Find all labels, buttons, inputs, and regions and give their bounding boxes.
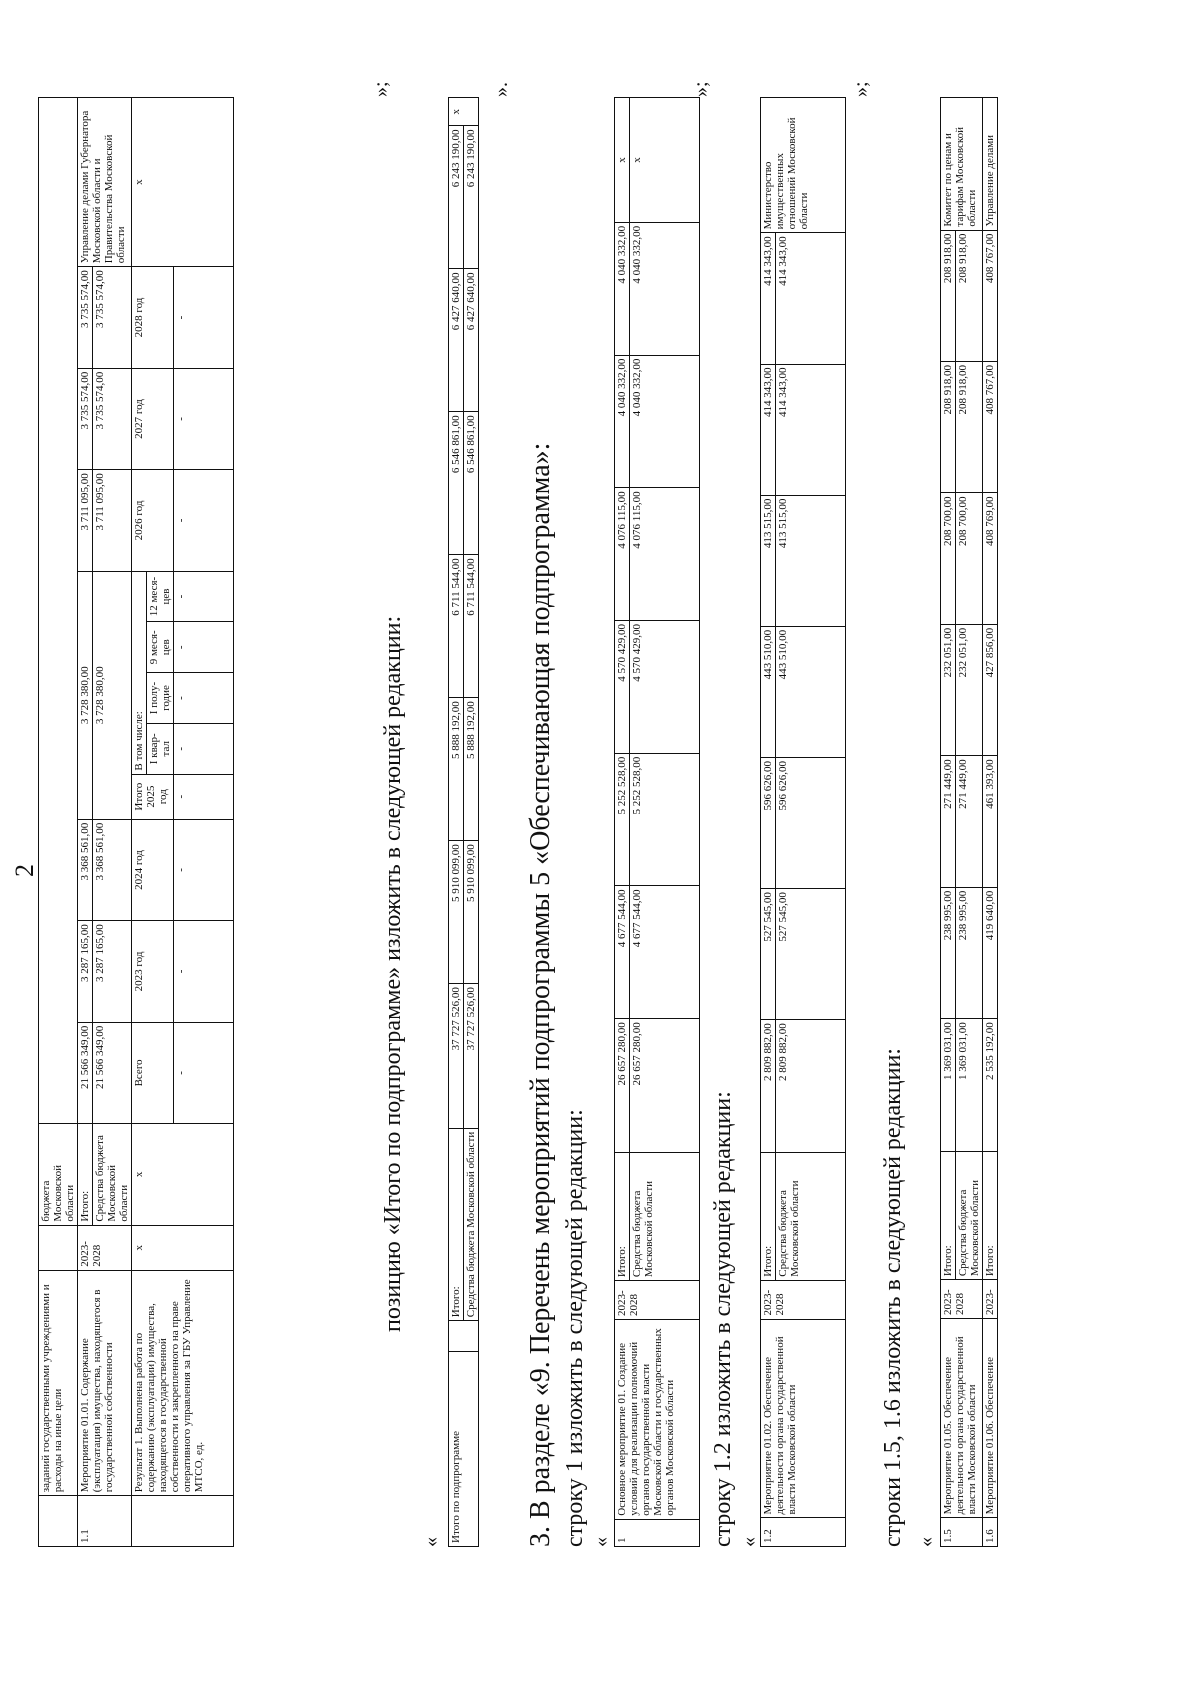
row-number: 1.6: [983, 1518, 998, 1547]
budget-cell: 414 343,00: [776, 233, 846, 364]
result-value: -: [174, 819, 234, 920]
period: 2023-2028: [761, 1280, 846, 1319]
instruction-text: позицию «Итого по подпрограмме» изложить в следующей редакции:: [380, 615, 406, 1332]
period: 2023-2028: [78, 1225, 132, 1270]
quote-open: «: [420, 1537, 442, 1547]
budget-cell: 1 369 031,00: [956, 1019, 983, 1152]
header-source: бюджета Московской области: [39, 1124, 78, 1225]
result-value: -: [174, 622, 234, 673]
result-header: Всего: [132, 1022, 174, 1123]
result-value: -: [174, 1022, 234, 1123]
table-row-1: [614, 97, 700, 1547]
budget-cell: 5 888 192,00: [464, 698, 479, 841]
table-row: [132, 98, 147, 1547]
quarter-header: 12 меся-цев: [147, 571, 174, 622]
source-budget-label: Средства бюджета Московской области: [956, 1151, 983, 1279]
total-cell: 208 700,00: [941, 493, 956, 624]
table-row: [39, 98, 78, 1547]
period: 2023-2028: [615, 1281, 700, 1320]
quote-close: »;: [690, 81, 712, 97]
instruction-text: строку 1.2 изложить в следующей редакции:: [710, 1091, 736, 1547]
budget-cell: 527 545,00: [776, 889, 846, 1020]
quarter-header: I полу-годие: [147, 673, 174, 724]
total-cell: 408 769,00: [983, 493, 998, 624]
budget-cell: 208 700,00: [956, 493, 983, 624]
header-tail: заданий государственными учреждениями и расходы на иные цели: [39, 1270, 78, 1496]
budget-cell: 3 735 574,00: [93, 267, 132, 368]
table-row: [761, 98, 776, 1547]
total-cell: 232 051,00: [941, 624, 956, 755]
budget-cell: 3 711 095,00: [93, 470, 132, 571]
executor: Управление делами: [983, 98, 998, 231]
budget-cell: 232 051,00: [956, 624, 983, 755]
activity-name: Основное мероприятие 01. Создание условий для реализации полномочий органов государственной власти Московской области и государственных органов Московской области: [615, 1320, 700, 1520]
total-cell: 414 343,00: [761, 233, 776, 364]
total-cell: 419 640,00: [983, 887, 998, 1018]
total-cell: 596 626,00: [761, 757, 776, 888]
total-cell: 5 888 192,00: [449, 698, 464, 841]
total-cell: 4 040 332,00: [615, 355, 630, 488]
quote-close: ».: [490, 82, 512, 97]
budget-cell: 3 735 574,00: [93, 368, 132, 469]
budget-cell: 4 040 332,00: [630, 355, 700, 488]
total-cell: 427 856,00: [983, 624, 998, 755]
source-budget-label: Средства бюджета Московской области: [630, 1152, 700, 1280]
executor-x: х: [449, 98, 479, 126]
total-cell: 21 566 349,00: [78, 1022, 93, 1123]
result-value: -: [174, 723, 234, 774]
quote-open: «: [738, 1537, 760, 1547]
result-value: -: [174, 470, 234, 571]
budget-cell: 208 918,00: [956, 362, 983, 493]
total-cell: 26 657 280,00: [615, 1019, 630, 1153]
result-header: Итого 2025 год: [132, 774, 174, 819]
total-cell: 238 995,00: [941, 887, 956, 1018]
budget-cell: 443 510,00: [776, 626, 846, 757]
source-total-label: Итого:: [449, 1128, 464, 1320]
source-total-label: Итого:: [78, 1124, 93, 1225]
period: 2023-2028: [941, 1280, 983, 1319]
quote-open: «: [590, 1537, 612, 1547]
result-header: 2023 год: [132, 921, 174, 1022]
instruction-text: строки 1.5, 1.6 изложить в следующей редакции:: [880, 1048, 906, 1547]
instruction-text: строку 1 изложить в следующей редакции:: [562, 1109, 588, 1547]
budget-cell: 6 711 544,00: [464, 555, 479, 698]
result-header: 2024 год: [132, 819, 174, 920]
total-cell: 3 368 561,00: [78, 819, 93, 920]
budget-cell: 3 287 165,00: [93, 921, 132, 1022]
executor-x: х: [630, 98, 700, 223]
budget-cell: 5 910 099,00: [464, 841, 479, 984]
source-budget-label: Средства бюджета Московской области: [776, 1152, 846, 1280]
budget-cell: 3 368 561,00: [93, 819, 132, 920]
total-cell: 408 767,00: [983, 362, 998, 493]
result-value: -: [174, 921, 234, 1022]
result-x: х: [132, 98, 234, 267]
result-header: В том числе:: [132, 571, 147, 774]
result-name: Результат 1. Выполнена работа по содержанию (эксплуатации) имущества, находящегося в государственной собственности и закрепленного на праве оперативного управления за ГБУ Управление МТСО, ед.: [132, 1270, 234, 1496]
budget-cell: 208 918,00: [956, 230, 983, 361]
total-cell: 414 343,00: [761, 364, 776, 495]
budget-cell: 26 657 280,00: [630, 1019, 700, 1153]
row-number: 1.5: [941, 1518, 983, 1547]
total-cell: 271 449,00: [941, 756, 956, 887]
total-cell: 3 287 165,00: [78, 921, 93, 1022]
table-row-1-2: [760, 97, 846, 1547]
row-number: 1.2: [761, 1518, 846, 1547]
total-cell: 2 809 882,00: [761, 1020, 776, 1152]
budget-cell: 596 626,00: [776, 757, 846, 888]
budget-cell: 37 727 526,00: [464, 984, 479, 1129]
result-value: -: [174, 571, 234, 622]
result-header: 2026 год: [132, 470, 174, 571]
activity-name: Мероприятие 01.02. Обеспечение деятельности органа государственной власти Московской области: [761, 1319, 846, 1518]
total-cell: 2 535 192,00: [983, 1019, 998, 1152]
table-row: [615, 98, 630, 1547]
executor-x: х: [615, 98, 630, 223]
total-cell: 4 076 115,00: [615, 488, 630, 621]
budget-cell: 2 809 882,00: [776, 1020, 846, 1152]
table-row: [78, 98, 93, 1547]
total-cell: 208 918,00: [941, 230, 956, 361]
total-cell: 3 728 380,00: [78, 571, 93, 819]
total-cell: 3 735 574,00: [78, 368, 93, 469]
quarter-header: I квар-тал: [147, 723, 174, 774]
source-total-label: Итого:: [941, 1151, 956, 1279]
quote-close: »;: [370, 81, 392, 97]
executor: Управление делами Губернатора Московской области и Правительства Московской области: [78, 98, 132, 267]
budget-cell: 414 343,00: [776, 364, 846, 495]
result-header: 2027 год: [132, 368, 174, 469]
total-cell: 3 735 574,00: [78, 267, 93, 368]
quote-open: «: [915, 1537, 937, 1547]
budget-cell: 6 546 861,00: [464, 412, 479, 555]
table-rows-1-5-1-6: [940, 97, 998, 1547]
total-cell: 408 767,00: [983, 230, 998, 361]
total-cell: 4 570 429,00: [615, 621, 630, 754]
budget-cell: 4 677 544,00: [630, 886, 700, 1019]
budget-cell: 4 040 332,00: [630, 222, 700, 355]
source-total-label: Итого:: [761, 1152, 776, 1280]
result-value: -: [174, 267, 234, 368]
budget-cell: 4 076 115,00: [630, 488, 700, 621]
total-cell: 4 677 544,00: [615, 886, 630, 1019]
budget-cell: 4 570 429,00: [630, 621, 700, 754]
total-cell: 461 393,00: [983, 756, 998, 887]
total-cell: 6 243 190,00: [449, 126, 464, 269]
total-cell: 1 369 031,00: [941, 1019, 956, 1152]
result-value: -: [174, 368, 234, 469]
executor: Министерство имущественных отношений Московской области: [761, 98, 846, 233]
budget-cell: 3 728 380,00: [93, 571, 132, 819]
total-label: Итого по подпрограмме: [449, 1351, 479, 1546]
total-cell: 6 711 544,00: [449, 555, 464, 698]
total-cell: 413 515,00: [761, 495, 776, 626]
executor: Комитет по ценам и тарифам Московской области: [941, 98, 983, 231]
table-subprogram-row-1-1: [38, 97, 234, 1547]
result-value: -: [174, 774, 234, 819]
result-header: 2028 год: [132, 267, 174, 368]
budget-cell: 6 243 190,00: [464, 126, 479, 269]
result-x: х: [132, 1225, 234, 1270]
table-row: [941, 98, 956, 1547]
total-cell: 443 510,00: [761, 626, 776, 757]
budget-cell: 5 252 528,00: [630, 753, 700, 886]
total-cell: 5 252 528,00: [615, 753, 630, 886]
quote-close: »;: [850, 81, 872, 97]
result-x: х: [132, 1124, 234, 1225]
table-row: [983, 98, 998, 1547]
budget-cell: 413 515,00: [776, 495, 846, 626]
total-cell: 4 040 332,00: [615, 222, 630, 355]
total-cell: 5 910 099,00: [449, 841, 464, 984]
source-total-label: Итого:: [615, 1152, 630, 1280]
row-number: 1: [615, 1519, 700, 1546]
row-number: 1.1: [78, 1496, 132, 1547]
source-budget-label: Средства бюджета Московской области: [93, 1124, 132, 1225]
quarter-header: 9 меся-цев: [147, 622, 174, 673]
budget-cell: 271 449,00: [956, 756, 983, 887]
table-total-subprogram: [448, 97, 479, 1547]
activity-name: Мероприятие 01.05. Обеспечение деятельности органа государственной власти Московской области: [941, 1319, 983, 1518]
budget-cell: 238 995,00: [956, 887, 983, 1018]
result-value: -: [174, 673, 234, 724]
period: 2023-: [983, 1280, 998, 1319]
total-cell: 6 546 861,00: [449, 412, 464, 555]
source-budget-label: Средства бюджета Московской области: [464, 1128, 479, 1320]
activity-name: Мероприятие 01.06. Обеспечение: [983, 1319, 998, 1518]
budget-cell: 6 427 640,00: [464, 269, 479, 412]
table-row: [449, 98, 464, 1547]
budget-cell: 21 566 349,00: [93, 1022, 132, 1123]
page-number: 2: [10, 864, 39, 877]
total-cell: 6 427 640,00: [449, 269, 464, 412]
total-cell: 208 918,00: [941, 362, 956, 493]
total-cell: 3 711 095,00: [78, 470, 93, 571]
total-cell: 527 545,00: [761, 889, 776, 1020]
activity-name: Мероприятие 01.01. Содержание (эксплуатация) имущества, находящегося в государственной собственности: [78, 1270, 132, 1496]
source-total-label: Итого:: [983, 1151, 998, 1279]
total-cell: 37 727 526,00: [449, 984, 464, 1129]
section-heading: 3. В разделе «9. Перечень мероприятий подпрограммы 5 «Обеспечивающая подпрограмма»:: [525, 442, 556, 1547]
